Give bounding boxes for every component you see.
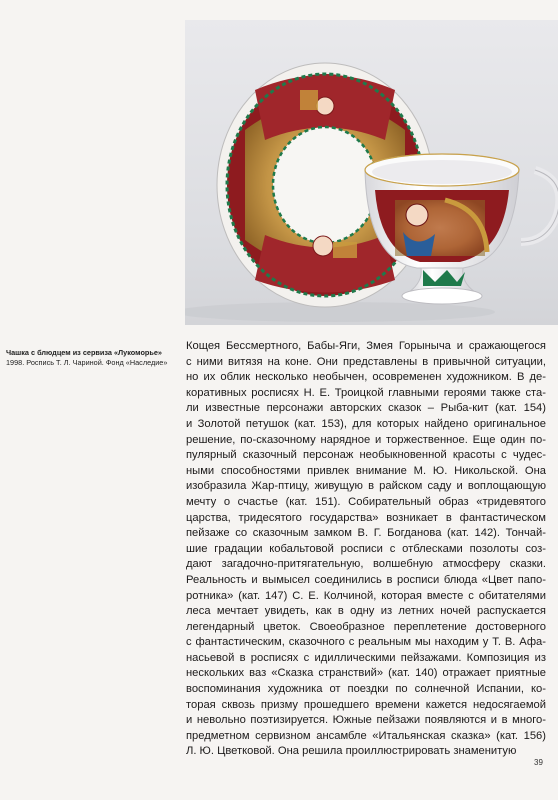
- text-line: леса мечтает увидеть, как в одну из летних ночей распускается: [186, 605, 546, 618]
- text-line: решение, по-сказочному нарядное и торжественное. Еще один по-: [186, 433, 546, 446]
- text-line: шие градации кобальтовой росписи с отблесками позолоты соз-: [186, 542, 546, 555]
- cup: [365, 154, 558, 304]
- text-line: ротника» (кат. 147) С. Е. Колчиной, которая вместе с обитателями: [186, 589, 546, 602]
- text-line: пулярный сказочный персонаж необыкновенной красоты с чудес-: [186, 449, 546, 462]
- text-line: и невольно поэтизируется. Южные пейзажи появляются и в много-: [186, 714, 546, 727]
- photo-caption: [6, 348, 181, 368]
- page-number: 39: [534, 758, 543, 767]
- caption-details: 1998. Роспись Т. Л. Чариной. Фонд «Наследие»: [6, 358, 168, 367]
- text-line: торая сквозь призму прошедшего времени кажется недосягаемой: [186, 698, 546, 711]
- caption-title: Чашка с блюдцем из сервиза «Лукоморье»: [6, 348, 162, 357]
- text-line: Л. Ю. Цветковой. Она решила проиллюстрировать знаменитую: [186, 745, 517, 758]
- text-line: и Золотой петушок (кат. 153), для которых найдено оригинальное: [186, 417, 546, 430]
- text-line: коративных росписях Н. Е. Троицкой главными героями также ста-: [186, 386, 546, 399]
- text-line: Кощея Бессмертного, Бабы-Яги, Змея Горыныча и сражающегося: [186, 340, 546, 352]
- text-line: Реальность и вымысел соединились в росписи блюда «Цвет папо-: [186, 573, 546, 586]
- text-line: насьевой в росписях с идиллическими пейзажами. Композиция из: [186, 651, 546, 664]
- cup-and-saucer-illustration: [185, 20, 558, 325]
- text-line: нескольких ваз «Сказка странствий» (кат. 140) отражает приятные: [186, 667, 546, 680]
- product-photo: [185, 20, 558, 325]
- text-line: предметном сервизном ансамбле «Итальянская сказка» (кат. 156): [186, 729, 546, 742]
- text-line: мечту о счастье (кат. 151). Собирательный образ «тридевятого: [186, 495, 546, 508]
- text-line: легендарный цветок. Своеобразное переплетение достоверного: [186, 620, 546, 633]
- text-line: дают загадочно-притягательную, волшебную атмосферу сказки.: [186, 558, 546, 571]
- text-line: ными способностями привлек внимание М. Ю. Никольской. Она: [186, 464, 546, 477]
- text-line: с ними витязя на коне. Они представлены в привычной ситуации,: [186, 355, 546, 368]
- text-line: царства, тридесятого государства» возникает в фантастическом: [186, 511, 546, 524]
- body-text: [186, 339, 546, 760]
- text-line: пейзаже со сказочным замком В. Г. Богданова (кат. 142). Тончай-: [186, 527, 546, 540]
- text-line: ли известные персонажи авторских сказок – Рыба-кит (кат. 154): [186, 402, 546, 415]
- text-line: но их облик несколько необычен, осовременен художником. В де-: [186, 371, 546, 384]
- text-line: воспоминания художника от поездки по солнечной Испании, ко-: [186, 683, 546, 696]
- text-line: с фантастическим, сказочного с реальным мы находим у Т. В. Афа-: [186, 636, 546, 649]
- text-line: изобразила Жар-птицу, живущую в райском саду и воплощающую: [186, 480, 546, 493]
